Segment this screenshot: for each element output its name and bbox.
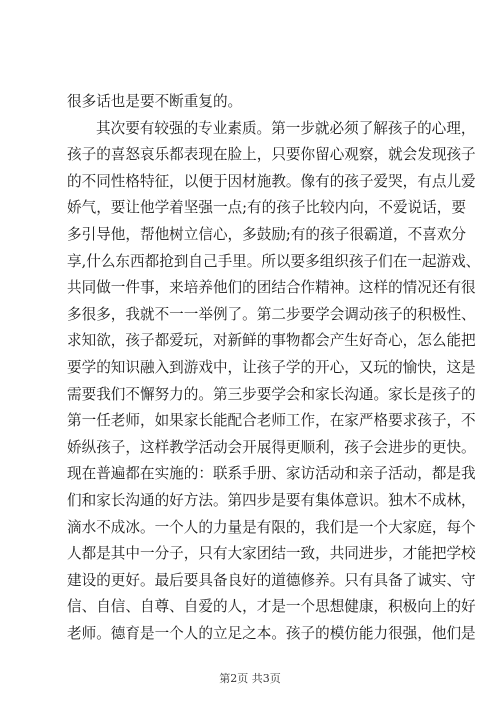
text-line: 老师。德育是一个人的立足之本。孩子的模仿能力很强，他们是: [67, 624, 476, 642]
page-number-label: 第2页 共3页: [219, 672, 281, 685]
body-paragraph: [67, 89, 481, 647]
text-line: 求知欲，孩子都爱玩，对新鲜的事物都会产生好奇心，怎么能把: [67, 332, 476, 350]
text-line: 要学的知识融入到游戏中，让孩子学的开心，又玩的愉快，这是: [67, 358, 476, 376]
text-line: 孩子的喜怒哀乐都表现在脸上，只要你留心观察，就会发现孩子: [67, 146, 476, 164]
page-footer: [0, 670, 500, 686]
text-line: 现在普遍都在实施的：联系手册、家访活动和亲子活动，都是我: [67, 465, 476, 483]
text-line: 很多话也是要不断重复的。: [67, 93, 243, 110]
text-line: 滴水不成冰。一个人的力量是有限的，我们是一个大家庭，每个: [67, 518, 476, 536]
text-line: 信、自信、自尊、自爱的人，才是一个思想健康，积极向上的好: [67, 598, 476, 616]
text-line: 第一任老师，如果家长能配合老师工作，在家严格要求孩子，不: [67, 412, 476, 430]
text-line: 建设的更好。最后要具备良好的道德修养。只有具备了诚实、守: [67, 571, 476, 589]
text-line: 共同做一件事，来培养他们的团结合作精神。这样的情况还有很: [67, 279, 476, 297]
text-line: 需要我们不懈努力的。第三步要学会和家长沟通。家长是孩子的: [67, 385, 476, 403]
text-line: 多很多，我就不一一举例了。第二步要学会调动孩子的积极性、: [67, 305, 476, 323]
text-line: 娇纵孩子，这样教学活动会开展得更顺利，孩子会进步的更快。: [67, 438, 476, 456]
text-line: 其次要有较强的专业素质。第一步就必须了解孩子的心理，: [96, 119, 476, 137]
text-line: 的不同性格特征，以便于因材施教。像有的孩子爱哭，有点儿爱: [67, 172, 476, 190]
text-line: 人都是其中一分子，只有大家团结一致，共同进步，才能把学校: [67, 545, 476, 563]
text-line: 享,什么东西都抢到自己手里。所以要多组织孩子们在一起游戏、: [67, 252, 481, 270]
text-line: 们和家长沟通的好方法。第四步是要有集体意识。独木不成林，: [67, 491, 476, 509]
text-line: 多引导他，帮他树立信心，多鼓励;有的孩子很霸道，不喜欢分: [67, 225, 466, 243]
text-line: 娇气，要让他学着坚强一点;有的孩子比较内向，不爱说话，要: [67, 199, 466, 217]
